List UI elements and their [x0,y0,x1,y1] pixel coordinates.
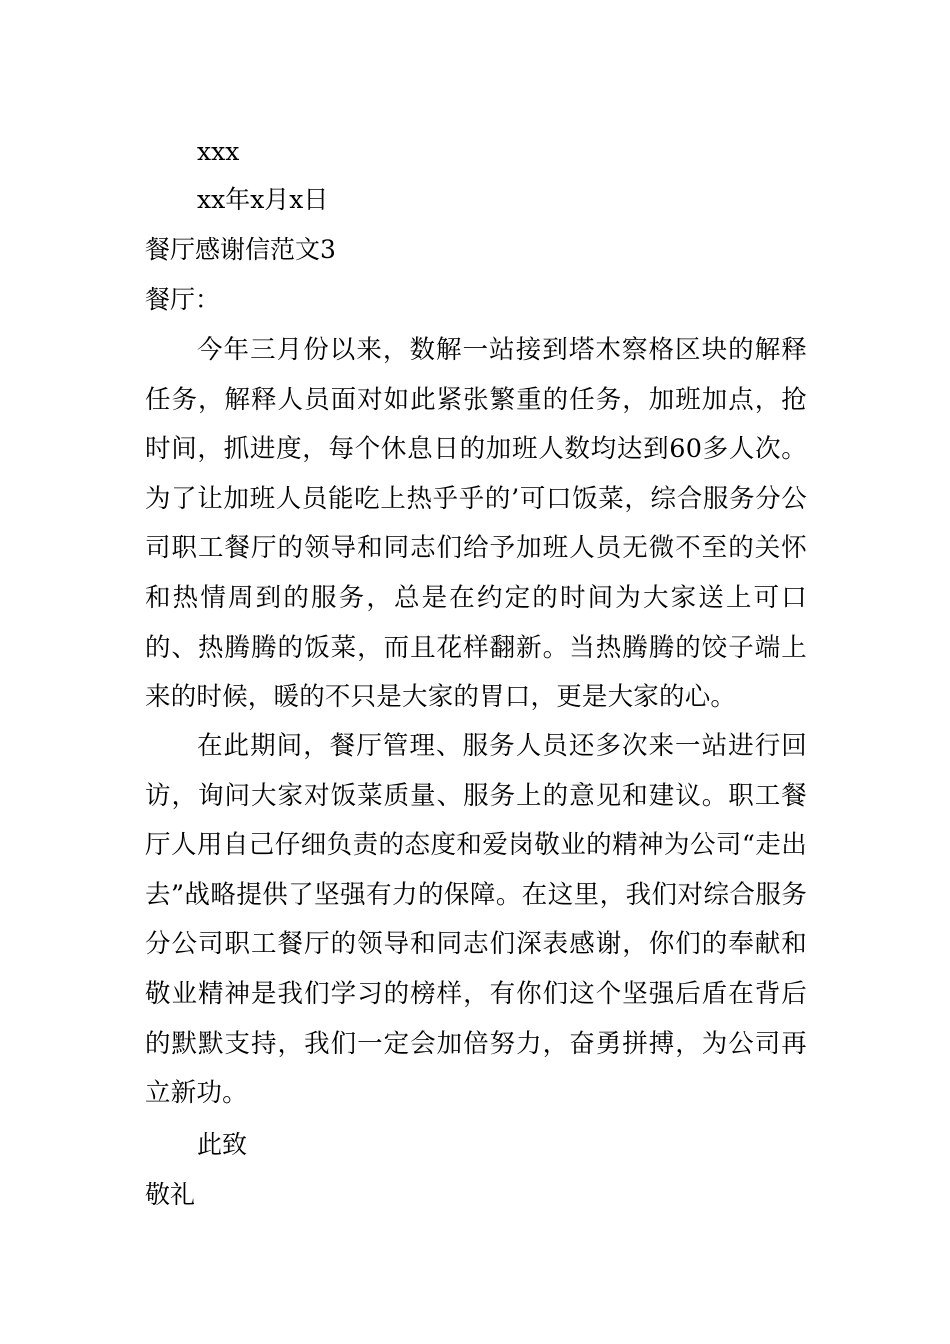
body-paragraph-1: 今年三月份以来，数解一站接到塔木察格区块的解释任务，解释人员面对如此紧张繁重的任务，加班加点，抢时间，抓进度，每个休息日的加班人数均达到60多人次。为了让加班人员能吃上热乎乎的’可口饭菜，综合服务分公司职工餐厅的领导和同志们给予加班人员无微不至的关怀和热情周到的服务，总是在约定的时间为大家送上可口的、热腾腾的饭菜，而且花样翻新。当热腾腾的饺子端上来的时候，暖的不只是大家的胃口，更是大家的心。 [145,335,807,713]
signer-name: xxx [197,137,240,166]
closing-phrase: 此致 [197,1130,248,1159]
letter-date: xx年x月x日 [197,185,329,214]
letter-title: 餐厅感谢信范文3 [145,235,336,264]
closing-regards: 敬礼 [145,1180,196,1209]
body-paragraph-2: 在此期间，餐厅管理、服务人员还多次来一站进行回访，询问大家对饭菜质量、服务上的意见和建议。职工餐厅人用自己仔细负责的态度和爱岗敬业的精神为公司“走出去”战略提供了坚强有力的保障。在这里，我们对综合服务分公司职工餐厅的领导和同志们深表感谢，你们的奉献和敬业精神是我们学习的榜样，有你们这个坚强后盾在背后的默默支持，我们一定会加倍努力，奋勇拼搏，为公司再立新功。 [145,731,807,1109]
letter-salutation: 餐厅： [145,285,221,314]
